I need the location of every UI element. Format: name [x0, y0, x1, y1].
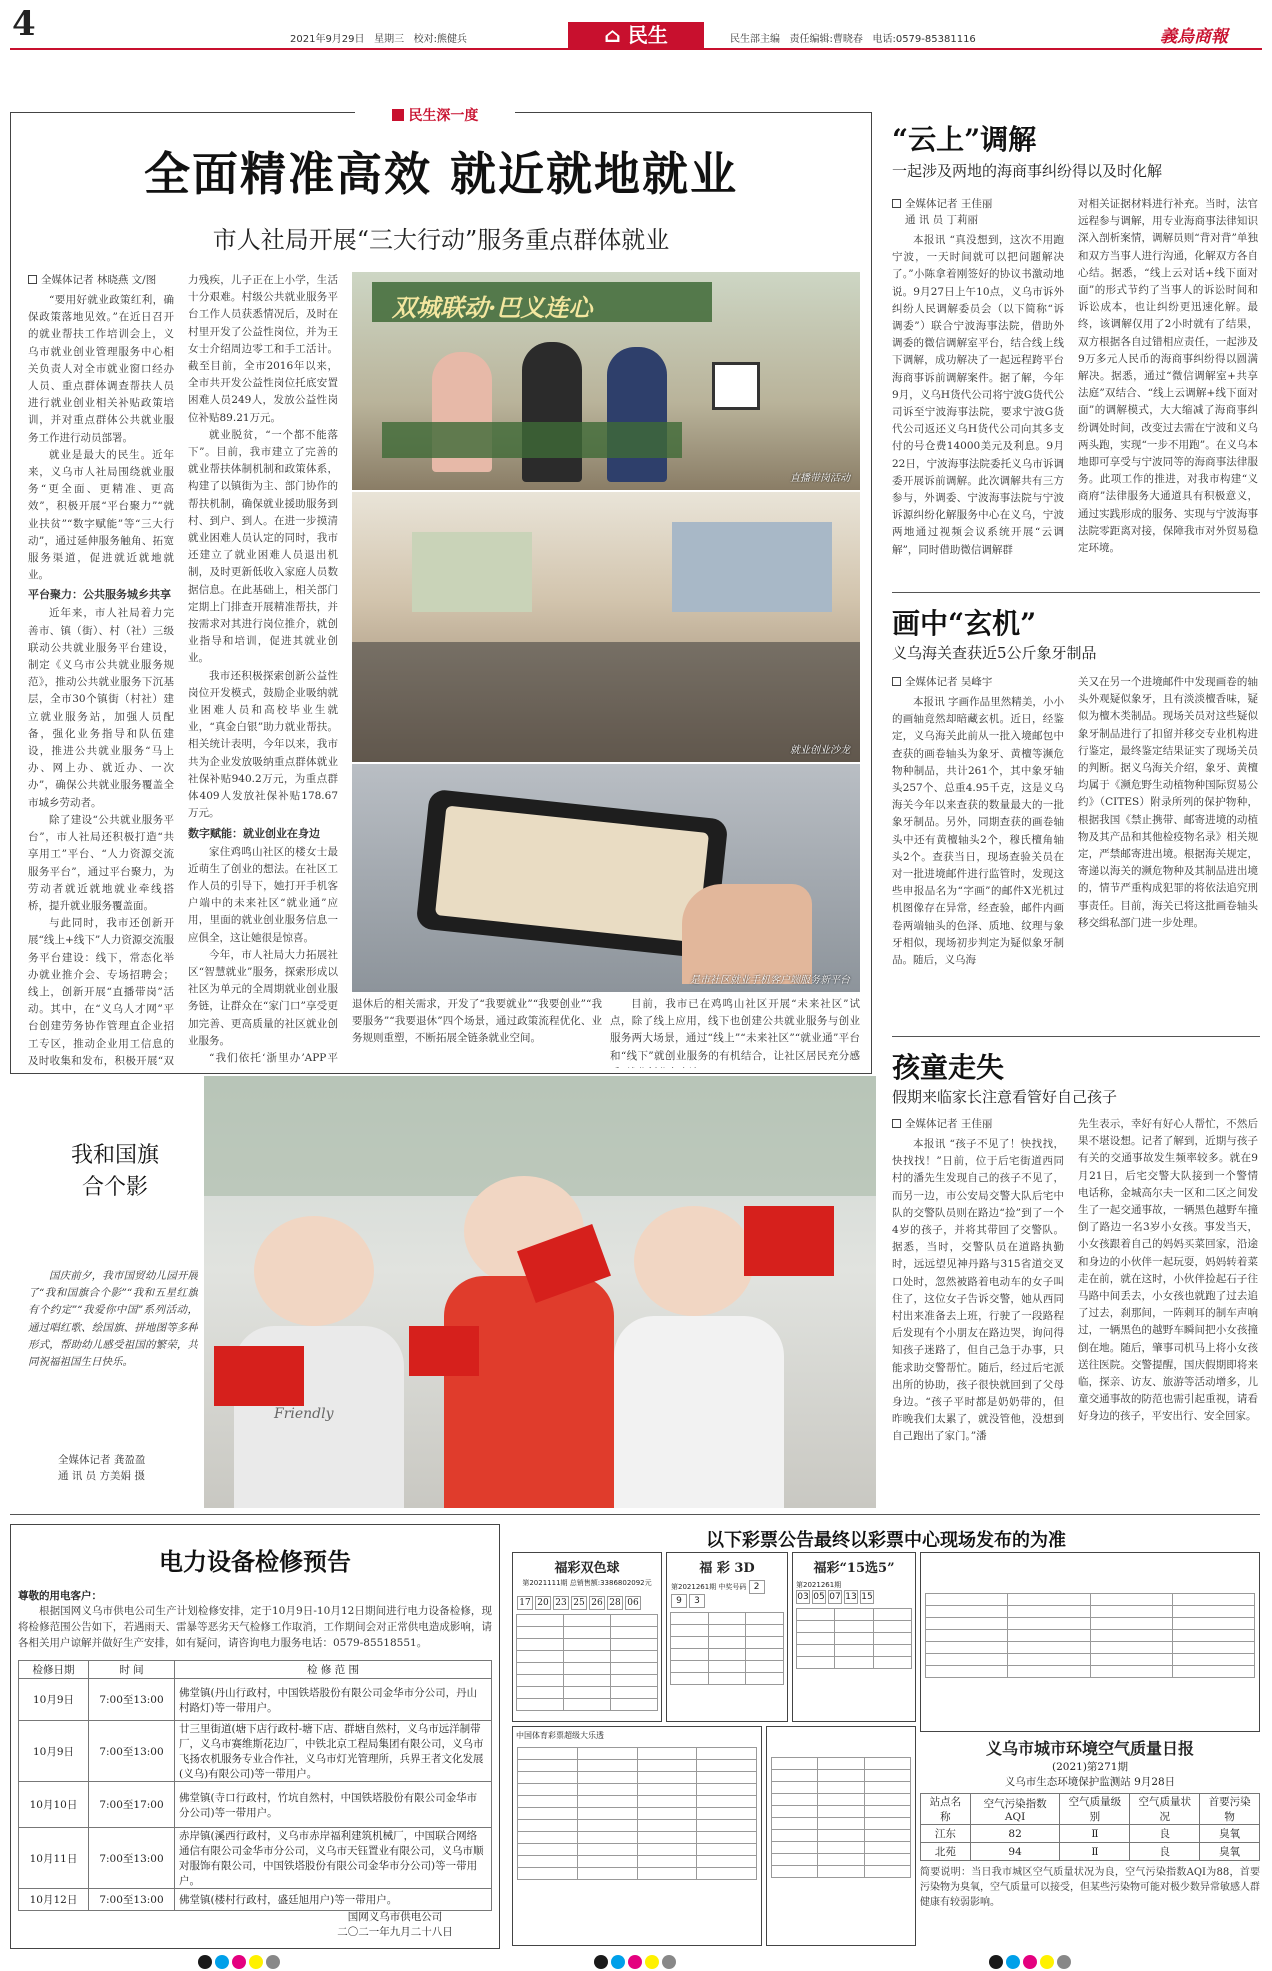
notice-signer: 国网义乌市供电公司: [347, 1911, 443, 1923]
table-row: [19, 1679, 492, 1721]
flag-credit-1: 全媒体记者 龚盈盈: [58, 1454, 146, 1466]
lottery-table: [925, 1593, 1255, 1678]
photo-kids-flags: [204, 1076, 876, 1508]
row-range: 赤岸镇(溪西行政村，义乌市赤岸福利建筑机械厂，中国联合网络通信有限公司金华市分公司，义乌市天钰置业有限公司，义乌市顺对服饰有限公司，中国铁塔股份有限公司金华市分公司)等一带用户。: [175, 1828, 492, 1889]
subheading: 数字赋能：就业创业在身边: [188, 826, 320, 840]
number-ball: 07: [829, 1592, 841, 1602]
main-col1: [28, 292, 174, 1067]
row-time: 7:00至13:00: [89, 1679, 175, 1721]
main-subhead: 市人社局开展“三大行动”服务重点群体就业: [212, 226, 670, 254]
air-cell: 良: [1130, 1825, 1200, 1843]
paragraph: 对相关证据材料进行补充。当时，法官远程参与调解，用专业海商事法律知识深入剖析案情，调解员则“背对背”单独和双方当事人进行沟通，化解双方各自心结。据悉，“线上云对话+线下面对面”的形式节约了当事人的诉讼时间和诉讼成本，也让纠纷更迅速化解。最终，该调解仅用了2小时就有了结果，双方根据各自过错相应责任，一起涉及9万多元人民币的海商事纠纷得以圆满解决。据悉，通过“微信调解室+共享法庭”双结合、“线上云调解+线下面对面”的调解模式，大大缩减了海商事纠纷调处时间，改变过去需在宁波和义乌两头跑，实现“一步不用跑”。在义乌本地即可享受与宁波同等的海商事法律服务。此项工作的推进，对我市构建“义商府”法律服务大通道具有积极意义，通过实践形成的服务、实现与宁波海事法院零距离对接，保障我市对外贸易稳定环境。: [1078, 198, 1258, 555]
section-badge: [568, 22, 704, 48]
r2-byline: [892, 674, 992, 690]
r1-subtitle: 一起涉及两地的海商事纠纷得以及时化解: [892, 162, 1163, 180]
photo-caption: 就业创业沙龙: [790, 745, 850, 756]
row-date: 10月11日: [19, 1828, 89, 1889]
row-range: 佛堂镇(寺口行政村，竹坑自然村，中国铁塔股份有限公司金华市分公司)等一带用户。: [175, 1782, 492, 1828]
notice-greeting: 尊敬的用电客户：: [18, 1590, 102, 1602]
lottery-sub: 第2021261期: [796, 1581, 842, 1589]
r1-byline: [892, 196, 992, 228]
paragraph: 我市还积极探索创新公益性岗位开发模式，鼓励企业吸纳就业困难人员和高校毕业生就业，“真金白银”助力就业帮扶。相关统计表明，今年以来，我市共为企业发放吸纳重点群体就业社保补贴940.2万元，为重点群体409人发放社保补贴178.67万元。: [188, 669, 338, 820]
lottery-table: [670, 1612, 784, 1685]
paragraph: 就业脱贫，“一个都不能落下”。目前，我市建立了完善的就业帮扶体制机制和政策体系，构建了以镇街为主、部门协作的帮扶机制，确保就业援助服务到村、到户、到人。在进一步摸清就业困难人员认定的同时，我市还建立了就业困难人员退出机制，及时更新低收入家庭人员数据信息。在此基础上，相关部门定期上门排查开展精准帮扶，并按需求对其进行岗位推介，就创业指导和培训，促进其就业创业。: [188, 428, 338, 665]
photo-banner-text: 双城联动·巴义连心: [392, 293, 593, 322]
main-col3: [352, 996, 602, 1068]
row-range: 廿三里街道(塘下店行政村-塘下店、群塘自然村，义乌市远洋制带厂，义乌市赛维斯花边厂，中铁北京工程局集团有限公司，义乌市飞扬农机服务专业合作社，义乌市灯光管理所，兵界王者文化发展(义乌)有限公司)等一带用户。: [175, 1721, 492, 1782]
table-row: [19, 1782, 492, 1828]
r1-col-b: [1078, 196, 1258, 582]
row-date: 10月9日: [19, 1721, 89, 1782]
row-date: 10月9日: [19, 1679, 89, 1721]
row-time: 7:00至13:00: [89, 1721, 175, 1782]
shirt-text: Friendly: [274, 1406, 334, 1422]
main-col4: [610, 996, 860, 1068]
table-row: [921, 1825, 1260, 1843]
red-ball: 28: [607, 1596, 623, 1610]
air-cell: 94: [970, 1843, 1060, 1861]
house-icon: ⌂: [604, 23, 621, 47]
flag-credit: [58, 1452, 145, 1484]
air-cell: Ⅱ: [1060, 1843, 1130, 1861]
number-ball: 15: [861, 1592, 873, 1602]
paragraph: 就业是最大的民生。近年来，义乌市人社局围绕就业服务“更全面、更精准、更高效”，积极开展“平台聚力”“就业扶贫”“数字赋能”等“三大行动”，通过延伸服务触角、拓宽服务渠道，促进就近就地就业。: [28, 448, 174, 582]
r1-byline-1: 全媒体记者 王佳丽: [905, 198, 993, 210]
air-cell: 江东: [921, 1825, 971, 1843]
air-table: [920, 1793, 1260, 1861]
main-col2: [188, 272, 338, 1067]
air-cell: 臭氧: [1200, 1825, 1260, 1843]
table-row: [19, 1721, 492, 1782]
air-quality: [920, 1736, 1260, 1948]
red-ball: 20: [535, 1596, 551, 1610]
red-ball: 26: [589, 1596, 605, 1610]
lottery-sub: 第2021261期 中奖号码: [671, 1583, 747, 1591]
lottery-table: [771, 1757, 911, 1878]
paragraph: 国庆前夕，我市国贸幼儿园开展了“我和国旗合个影”“我和五星红旗有个约定”“我爱你中国”系列活动，通过唱红歌、绘国旗、拼地图等多种形式，帮助幼儿感受祖国的繁荣，共同祝福祖国生日快乐。: [28, 1270, 198, 1369]
air-header: 空气污染指数AQI: [970, 1794, 1060, 1825]
air-title: 义乌市城市环境空气质量日报: [985, 1739, 1194, 1758]
air-cell: 臭氧: [1200, 1843, 1260, 1861]
header-phone: 电话:0579-85381116: [872, 34, 976, 45]
row-time: 7:00至17:00: [89, 1782, 175, 1828]
section-name: 民生: [627, 23, 668, 47]
paragraph: 关又在另一个进境邮件中发现画卷的轴头外观疑似象牙，且有淡淡檀香味，疑似为檀木类制品。现场关员对这些疑似象牙制品进行了扣留并移交专业机构进行鉴定，最终鉴定结果证实了现场关员的判断。据义乌海关介绍，象牙、黄檀均属于《濒危野生动植物种国际贸易公约》（CITES）附录所列的保护物种，根据我国《禁止携带、邮寄进境的动植物及其产品和其他检疫物名录》相关规定，严禁邮寄进出境。根据海关规定，寄递以海关的濒危物种及其制品进出境的，情节严重构成犯罪的将依法追究刑事责任。目前，海关已将这批画卷轴头移交缉私部门进一步处理。: [1078, 676, 1258, 929]
lottery-table: [796, 1608, 912, 1669]
red-ball: 23: [553, 1596, 569, 1610]
tag-label: 民生深一度: [408, 108, 479, 124]
notice-title: 电力设备检修预告: [159, 1547, 351, 1576]
header-meta: [290, 30, 467, 45]
lottery-dlt: [512, 1726, 762, 1946]
red-ball: 25: [571, 1596, 587, 1610]
notice-table: [18, 1660, 492, 1911]
r3-title: 孩童走失: [892, 1051, 1005, 1084]
air-issue: (2021)第271期: [1052, 1761, 1128, 1773]
r1-col-a: [892, 232, 1064, 582]
flag-description: [28, 1268, 198, 1448]
subheading: 平台聚力：公共服务城乡共享: [28, 588, 171, 602]
notice-date: 二〇二一年九月二十八日: [337, 1926, 453, 1938]
header-editorial: [730, 30, 976, 45]
paragraph: 除了建设“公共就业服务平台”，市人社局还积极打造“共享用工”平台、“人力资源交流服务平台”，通过平台聚力，为劳动者就近就地就业牵线搭桥，提升就业服务覆盖面。: [28, 813, 174, 912]
paragraph: 退休后的相关需求，开发了“我要就业”“我要创业”“我要服务”“我要退休”四个场景，通过政策流程优化、业务规则重塑，不断拓展全链条就业空间。: [352, 998, 602, 1045]
lottery-table: [516, 1614, 658, 1711]
notice-body: [18, 1603, 492, 1655]
r2-col-a: [892, 694, 1064, 1028]
air-header: 空气质量级别: [1060, 1794, 1130, 1825]
main-headline: 全面精准高效 就近就地就业: [143, 147, 738, 201]
r3-byline: [892, 1116, 992, 1132]
photo-live-recruit: [352, 272, 860, 490]
paragraph: 近年来，市人社局着力完善市、镇（街）、村（社）三级联动公共就业服务平台建设，制定《义乌市公共就业服务规范》，推动公共就业服务下沉基层，全市30个镇街（村社）建立就业服务站，加强人员配备，强化业务指导和队伍建设，推进公共就业服务“马上办、网上办、就近办、一次办”，确保公共就业服务覆盖全市城乡劳动者。: [28, 607, 174, 809]
r3-byline-text: 全媒体记者 王佳丽: [905, 1118, 993, 1130]
air-cell: Ⅱ: [1060, 1825, 1130, 1843]
table-row: [19, 1889, 492, 1911]
r3-col-b: [1078, 1116, 1258, 1506]
paragraph: 目前，我市已在鸡鸣山社区开展“未来社区”试点，除了线上应用，线下也创建公共就业服务与创业服务两大场景，通过“线上”“未来社区”“就业通”平台和“线下”就创业服务的有机结合，让社区居民充分感: [610, 998, 860, 1062]
number-ball: 2: [749, 1580, 765, 1594]
paragraph: 今年，市人社局大力拓展社区“智慧就业”服务，探索形成以社区为单元的全周期就业创业服务链，让群众在“家门口”享受更加完善、更高质量的社区就业创业服务。: [188, 948, 338, 1047]
row-date: 10月12日: [19, 1889, 89, 1911]
r2-title: 画中“玄机”: [892, 607, 1037, 640]
row-time: 7:00至13:00: [89, 1889, 175, 1911]
paragraph: 本报讯 “孩子不见了！快找找，快找找！”日前，位于后宅街道西同村的潘先生发现自己的孩子不见了，而另一边，市公安局交警大队后宅中队的交警队员则在路边“捡”到了一个4岁的孩子，并将其带回了交警队。据悉，当时，交警队员在道路执勤时，远远望见神丹路与315省道交叉口处时，忽然被路着电动车的女子叫住了，这位女子告诉交警，她从西同村出来准备去上班，行驶了一段路程后发现有个小朋友在路边哭，询问得知孩子迷路了，但自己急于办事，只能求助交警帮忙。随后，经过后宅派出所的协助，孩子很快就回到了父母身边。“孩子平时都是奶奶带的，但昨晚我们太累了，就没管他，没想到自己跑出了家门。”潘: [892, 1138, 1064, 1443]
notice-signature: [300, 1910, 490, 1940]
photo-caption: 直播带岗活动: [790, 473, 850, 484]
row-range: 佛堂镇(楼村行政村，盛廷旭用户)等一带用户。: [175, 1889, 492, 1911]
r3-subtitle: 假期来临家长注意看管好自己孩子: [892, 1088, 1118, 1106]
air-cell: 82: [970, 1825, 1060, 1843]
flag-credit-2: 通 讯 员 方美娟 摄: [58, 1470, 145, 1482]
col-header-time: 时 间: [89, 1661, 175, 1679]
photo-employment-salon: [352, 492, 860, 762]
number-ball: 03: [797, 1592, 809, 1602]
air-header: 空气质量状况: [1130, 1794, 1200, 1825]
lottery-sub: 第2021111期 总销售额:3386802092元: [522, 1579, 652, 1587]
lottery-table: [517, 1747, 757, 1880]
air-note: 简要说明：当日我市城区空气质量状况为良，空气污染指数AQI为88，首要污染物为臭氧，空气质量可以接受，但某些污染物可能对极少数异常敏感人群健康有较弱影响。: [920, 1867, 1260, 1908]
paragraph: 力残疾，儿子正在上小学，生活十分艰难。村级公共就业服务平台工作人员获悉情况后，及时在村里开发了公益性岗位，并为王女士介绍周边零工和手工活计。截至目前，全市2016年以来，全市共开发公益性岗位托底安置困难人员249人，发放公益性岗位补贴89.21万元。: [188, 274, 338, 424]
air-cell: 良: [1130, 1843, 1200, 1861]
r2-byline-text: 全媒体记者 吴峰宇: [905, 676, 993, 688]
lottery-banner: 以下彩票公告最终以彩票中心现场发布的为准: [706, 1530, 1066, 1551]
col-header-date: 检修日期: [19, 1661, 89, 1679]
number-ball: 3: [689, 1594, 705, 1608]
col-header-range: 检 修 范 围: [175, 1661, 492, 1679]
row-date: 10月10日: [19, 1782, 89, 1828]
table-row: [19, 1828, 492, 1889]
r2-col-b: [1078, 674, 1258, 1028]
paragraph: 先生表示，幸好有好心人帮忙，不然后果不堪设想。记者了解到，近期与孩子有关的交通事故发生频率较多。就在9月21日，后宅交警大队接到一个警情电话称，金城高尔夫一区和二区之间发生了一起交通事故，一辆黑色越野车撞倒了路边一名3岁小女孩。事发当天，小女孩跟着自己的妈妈买菜回家，沿途和身边的小伙伴一起玩耍，妈妈转着菜走在前，就在这时，小伙伴捡起石子往马路中间丢去，小女孩也就跑了过去追了过去，刹那间，一阵刺耳的制车声响过，一辆黑色的越野车瞬间把小女孩撞倒在地。随后，肇事司机马上将小女孩送往医院。交警提醒，国庆假期即将来临，探亲、访友、旅游等活动增多，儿童交通事故的防范也需引起重视，请看好身边的孩子，平安出行、安全回家。: [1078, 1118, 1258, 1423]
photo-phone-app: [352, 764, 860, 992]
lottery-3d: [666, 1552, 788, 1722]
paragraph: 与此同时，我市还创新开展“线上+线下”人力资源交流服务平台建设：线下，常态化举办就业推介会、专场招聘会；线上，创新开展“直播带岗”活动。其中，在“义乌人才网”平台创建劳务协作管理直企业招工专区，推动企业用工信息的及时收集和发布，积极开展“双: [28, 917, 174, 1067]
r3-col-a: [892, 1136, 1064, 1506]
air-cell: 北苑: [921, 1843, 971, 1861]
header-proof: 校对:熊健兵: [413, 34, 468, 45]
r1-byline-2: 通 讯 员 丁莉丽: [905, 214, 979, 226]
header-date: 2021年9月29日: [290, 34, 365, 45]
lottery-misc-right: [920, 1552, 1260, 1732]
air-header: 站点名称: [921, 1794, 971, 1825]
header-editor: 责任编辑:曹晓春: [789, 34, 863, 45]
lottery-ssq: [512, 1552, 662, 1722]
r1-title: “云上”调解: [892, 123, 1037, 156]
red-ball: 17: [517, 1596, 533, 1610]
row-range: 佛堂镇(丹山行政村，中国铁塔股份有限公司金华市分公司，丹山村路灯)等一带用户。: [175, 1679, 492, 1721]
paper-logo: 義烏商報: [1160, 27, 1228, 47]
paragraph: “我们依托‘浙里办’APP平: [209, 1051, 338, 1064]
lottery-title: 福彩“15选5”: [813, 1561, 895, 1576]
flag-title-line1: 我和国旗: [70, 1143, 159, 1168]
number-ball: 05: [813, 1592, 825, 1602]
lottery-title: 福彩双色球: [554, 1561, 620, 1576]
number-ball: 9: [671, 1594, 687, 1608]
paragraph: 本报讯 字画作品里然精美，小小的画轴竟然却暗藏玄机。近日，经鉴定，义乌海关此前从一批入境邮包中查获的画卷轴头为象牙、黄檀等濒危物种制品，共计261个，其中象牙轴头257个、总重4.95千克，这是义乌海关今年以来查获的数量最大的一批象牙制品。另外，同期查获的画卷轴头中还有黄檀轴头2个，穆氏檀角轴头2个。查获当日，现场查验关员在对一批进境邮件进行监管时，发现这些申报品名为“字画”的邮件X光机过机图像存在异常，经查验，邮件内画卷两端轴头的色泽、质地、纹理与象牙相似，现场初步判定为疑似象牙制品。随后，义乌海: [892, 696, 1064, 967]
air-header: 首要污染物: [1200, 1794, 1260, 1825]
lottery-misc-2: [766, 1726, 916, 1946]
page-number: 4: [12, 4, 36, 44]
page-header: [0, 0, 1272, 48]
photo-caption: 是市社区就业手机客户端服务新平台: [690, 975, 850, 986]
blue-ball: 06: [625, 1596, 641, 1610]
lottery-15x5: [792, 1552, 916, 1722]
main-byline: [28, 272, 156, 288]
flag-title-line2: 合个影: [81, 1175, 148, 1200]
footer-color-bar: [0, 1954, 1272, 1970]
number-ball: 13: [845, 1592, 857, 1602]
main-byline-text: 全媒体记者 林晓燕 文/图: [41, 274, 157, 286]
paragraph: 根据国网义乌市供电公司生产计划检修安排，定于10月9日-10月12日期间进行电力设备检修，现将检修范围公告如下，若遇雨天、雷暴等恶劣天气检修工作取消，工作期间会对正常供电造成影响，请各相关用户谅解并做好生产安排，如有疑问，请咨询电力服务电话：0579-85518551。: [18, 1605, 492, 1649]
lottery-title: 福 彩 3D: [699, 1561, 755, 1576]
header-weekday: 星期三: [374, 34, 405, 45]
lottery-title: 中国体育彩票超级大乐透: [516, 1731, 604, 1740]
air-source: 义乌市生态环境保护监测站 9月28日: [1004, 1776, 1176, 1788]
paragraph: 本报讯 “真没想到，这次不用跑宁波，一天时间就可以把问题解决了。”小陈拿着刚签好的协议书激动地说。9月27日上午10点，义乌市诉外纠纷人民调解委员会（以下简称“诉调委”）联合宁波海事法院，借助外调委的微信调解室平台，结合线上线下调解，成功解决了一起远程跨平台海商事诉前调解案件。据了解，今年9月，义乌H货代公司将宁波G货代公司诉至宁波海事法院，要求宁波G货代公司返还义乌H货代公司向其多支付的号仓费14000美元及利息。9月22日，宁波海事法院委托义乌市诉调委开展诉前调解。此次调解共有三方参与，外调委、宁波海事法院与宁波诉源纠纷化解服务中心在义乌，宁波两地通过视频会议系统开展“云调解”，同时借助微信调解群: [892, 234, 1064, 556]
header-dept: 民生部主编: [730, 34, 780, 45]
paragraph: “要用好就业政策红利，确保政策落地见效。”在近日召开的就业帮扶工作培训会上，义乌市就业创业管理服务中心相关负责人对全市就业窗口经办人员、重点群体调查帮扶人员进行就业创业相关补贴政策培训，并对重点群体公共就业服务工作进行动员部署。: [28, 294, 174, 444]
row-time: 7:00至13:00: [89, 1828, 175, 1889]
tag-square-icon: [392, 109, 404, 121]
section-tag: [355, 105, 515, 125]
flag-feature-title: [40, 1140, 190, 1204]
table-row: [921, 1843, 1260, 1861]
paragraph: 家住鸡鸣山社区的楼女士最近萌生了创业的想法。在社区工作人员的引导下，她打开手机客户端中的未来社区“就业通”应用，里面的就业创业服务信息一应俱全，这让她很是惊喜。: [188, 845, 338, 944]
r2-subtitle: 义乌海关查获近5公斤象牙制品: [892, 644, 1097, 662]
